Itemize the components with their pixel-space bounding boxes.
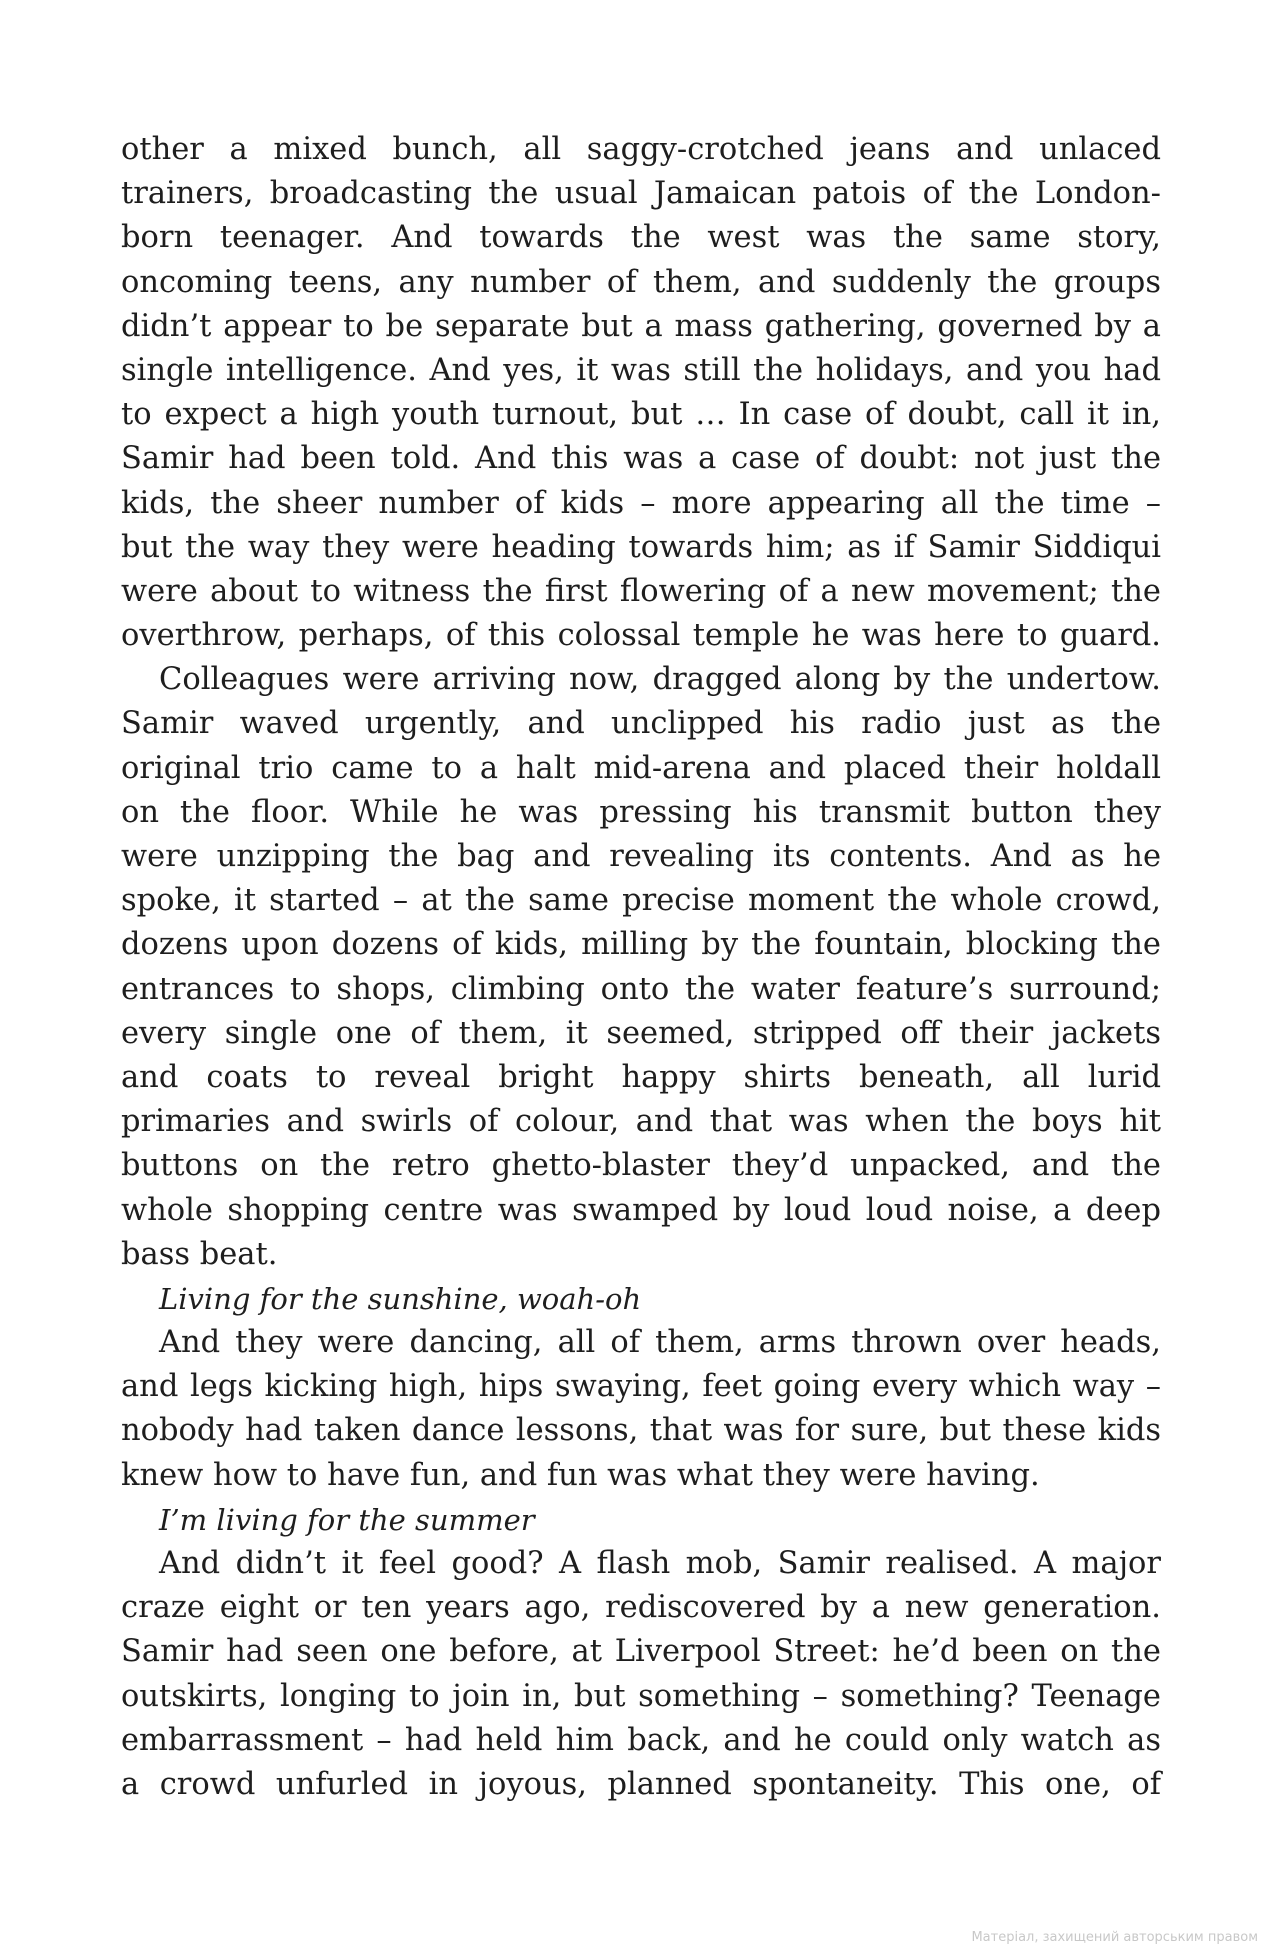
- text-line: Samir had been told. And this was a case of doubt: not just the: [121, 441, 1161, 477]
- text-line: primaries and swirls of colour, and that was when the boys hit: [121, 1104, 1161, 1140]
- text-line: original trio came to a halt mid-arena and placed their holdall: [121, 750, 1161, 786]
- text-line: Samir had seen one before, at Liverpool Street: he’d been on the: [121, 1634, 1161, 1670]
- text-line: buttons on the retro ghetto-blaster they’d unpacked, and the: [121, 1148, 1161, 1184]
- text-line: to expect a high youth turnout, but … In case of doubt, call it in,: [121, 397, 1161, 433]
- text-line: Colleagues were arriving now, dragged along by the undertow.: [159, 662, 1161, 698]
- song-lyric-line: Living for the sunshine, woah-oh: [159, 1281, 642, 1316]
- song-lyric-line: I’m living for the summer: [159, 1502, 535, 1537]
- text-line: were about to witness the first flowering of a new movement; the: [121, 573, 1161, 609]
- text-line: And didn’t it feel good? A flash mob, Samir realised. A major: [159, 1546, 1161, 1581]
- text-line: born teenager. And towards the west was the same story,: [121, 220, 1161, 256]
- text-line: every single one of them, it seemed, stripped off their jackets: [121, 1015, 1161, 1051]
- text-line: Samir waved urgently, and unclipped his radio just as the: [121, 706, 1161, 742]
- text-line: spoke, it started – at the same precise moment the whole crowd,: [121, 883, 1161, 919]
- body-text: [121, 128, 1161, 1807]
- copyright-watermark: Матеріал, захищений авторським правом: [971, 1930, 1258, 1945]
- text-line: trainers, broadcasting the usual Jamaican patois of the London-: [121, 176, 1161, 212]
- text-line: And they were dancing, all of them, arms thrown over heads,: [159, 1325, 1161, 1361]
- text-line: overthrow, perhaps, of this colossal temple he was here to guard.: [121, 618, 1161, 654]
- text-line: nobody had taken dance lessons, that was for sure, but these kids: [121, 1413, 1161, 1449]
- text-line: entrances to shops, climbing onto the water feature’s surround;: [121, 971, 1161, 1007]
- text-line: dozens upon dozens of kids, milling by the fountain, blocking the: [121, 927, 1161, 963]
- text-line: other a mixed bunch, all saggy-crotched jeans and unlaced: [121, 132, 1161, 167]
- text-line: single intelligence. And yes, it was still the holidays, and you had: [121, 352, 1161, 388]
- text-line: and legs kicking high, hips swaying, feet going every which way –: [121, 1369, 1161, 1405]
- text-line: whole shopping centre was swamped by loud loud noise, a deep: [121, 1192, 1161, 1228]
- text-line: but the way they were heading towards him; as if Samir Siddiqui: [121, 529, 1161, 565]
- text-line: on the floor. While he was pressing his transmit button they: [121, 794, 1161, 830]
- text-line: craze eight or ten years ago, rediscovered by a new generation.: [121, 1590, 1161, 1626]
- text-line: oncoming teens, any number of them, and suddenly the groups: [121, 264, 1161, 300]
- text-line: knew how to have fun, and fun was what they were having.: [121, 1457, 1040, 1493]
- text-line: didn’t appear to be separate but a mass gathering, governed by a: [121, 308, 1161, 344]
- text-line: outskirts, longing to join in, but something – something? Teenage: [121, 1678, 1161, 1714]
- text-line: were unzipping the bag and revealing its contents. And as he: [121, 839, 1161, 874]
- text-line: and coats to reveal bright happy shirts beneath, all lurid: [121, 1059, 1161, 1095]
- text-line: embarrassment – had held him back, and he could only watch as: [121, 1722, 1161, 1758]
- text-line: bass beat.: [121, 1236, 278, 1272]
- text-line: a crowd unfurled in joyous, planned spontaneity. This one, of: [121, 1766, 1161, 1802]
- text-line: kids, the sheer number of kids – more appearing all the time –: [121, 485, 1161, 521]
